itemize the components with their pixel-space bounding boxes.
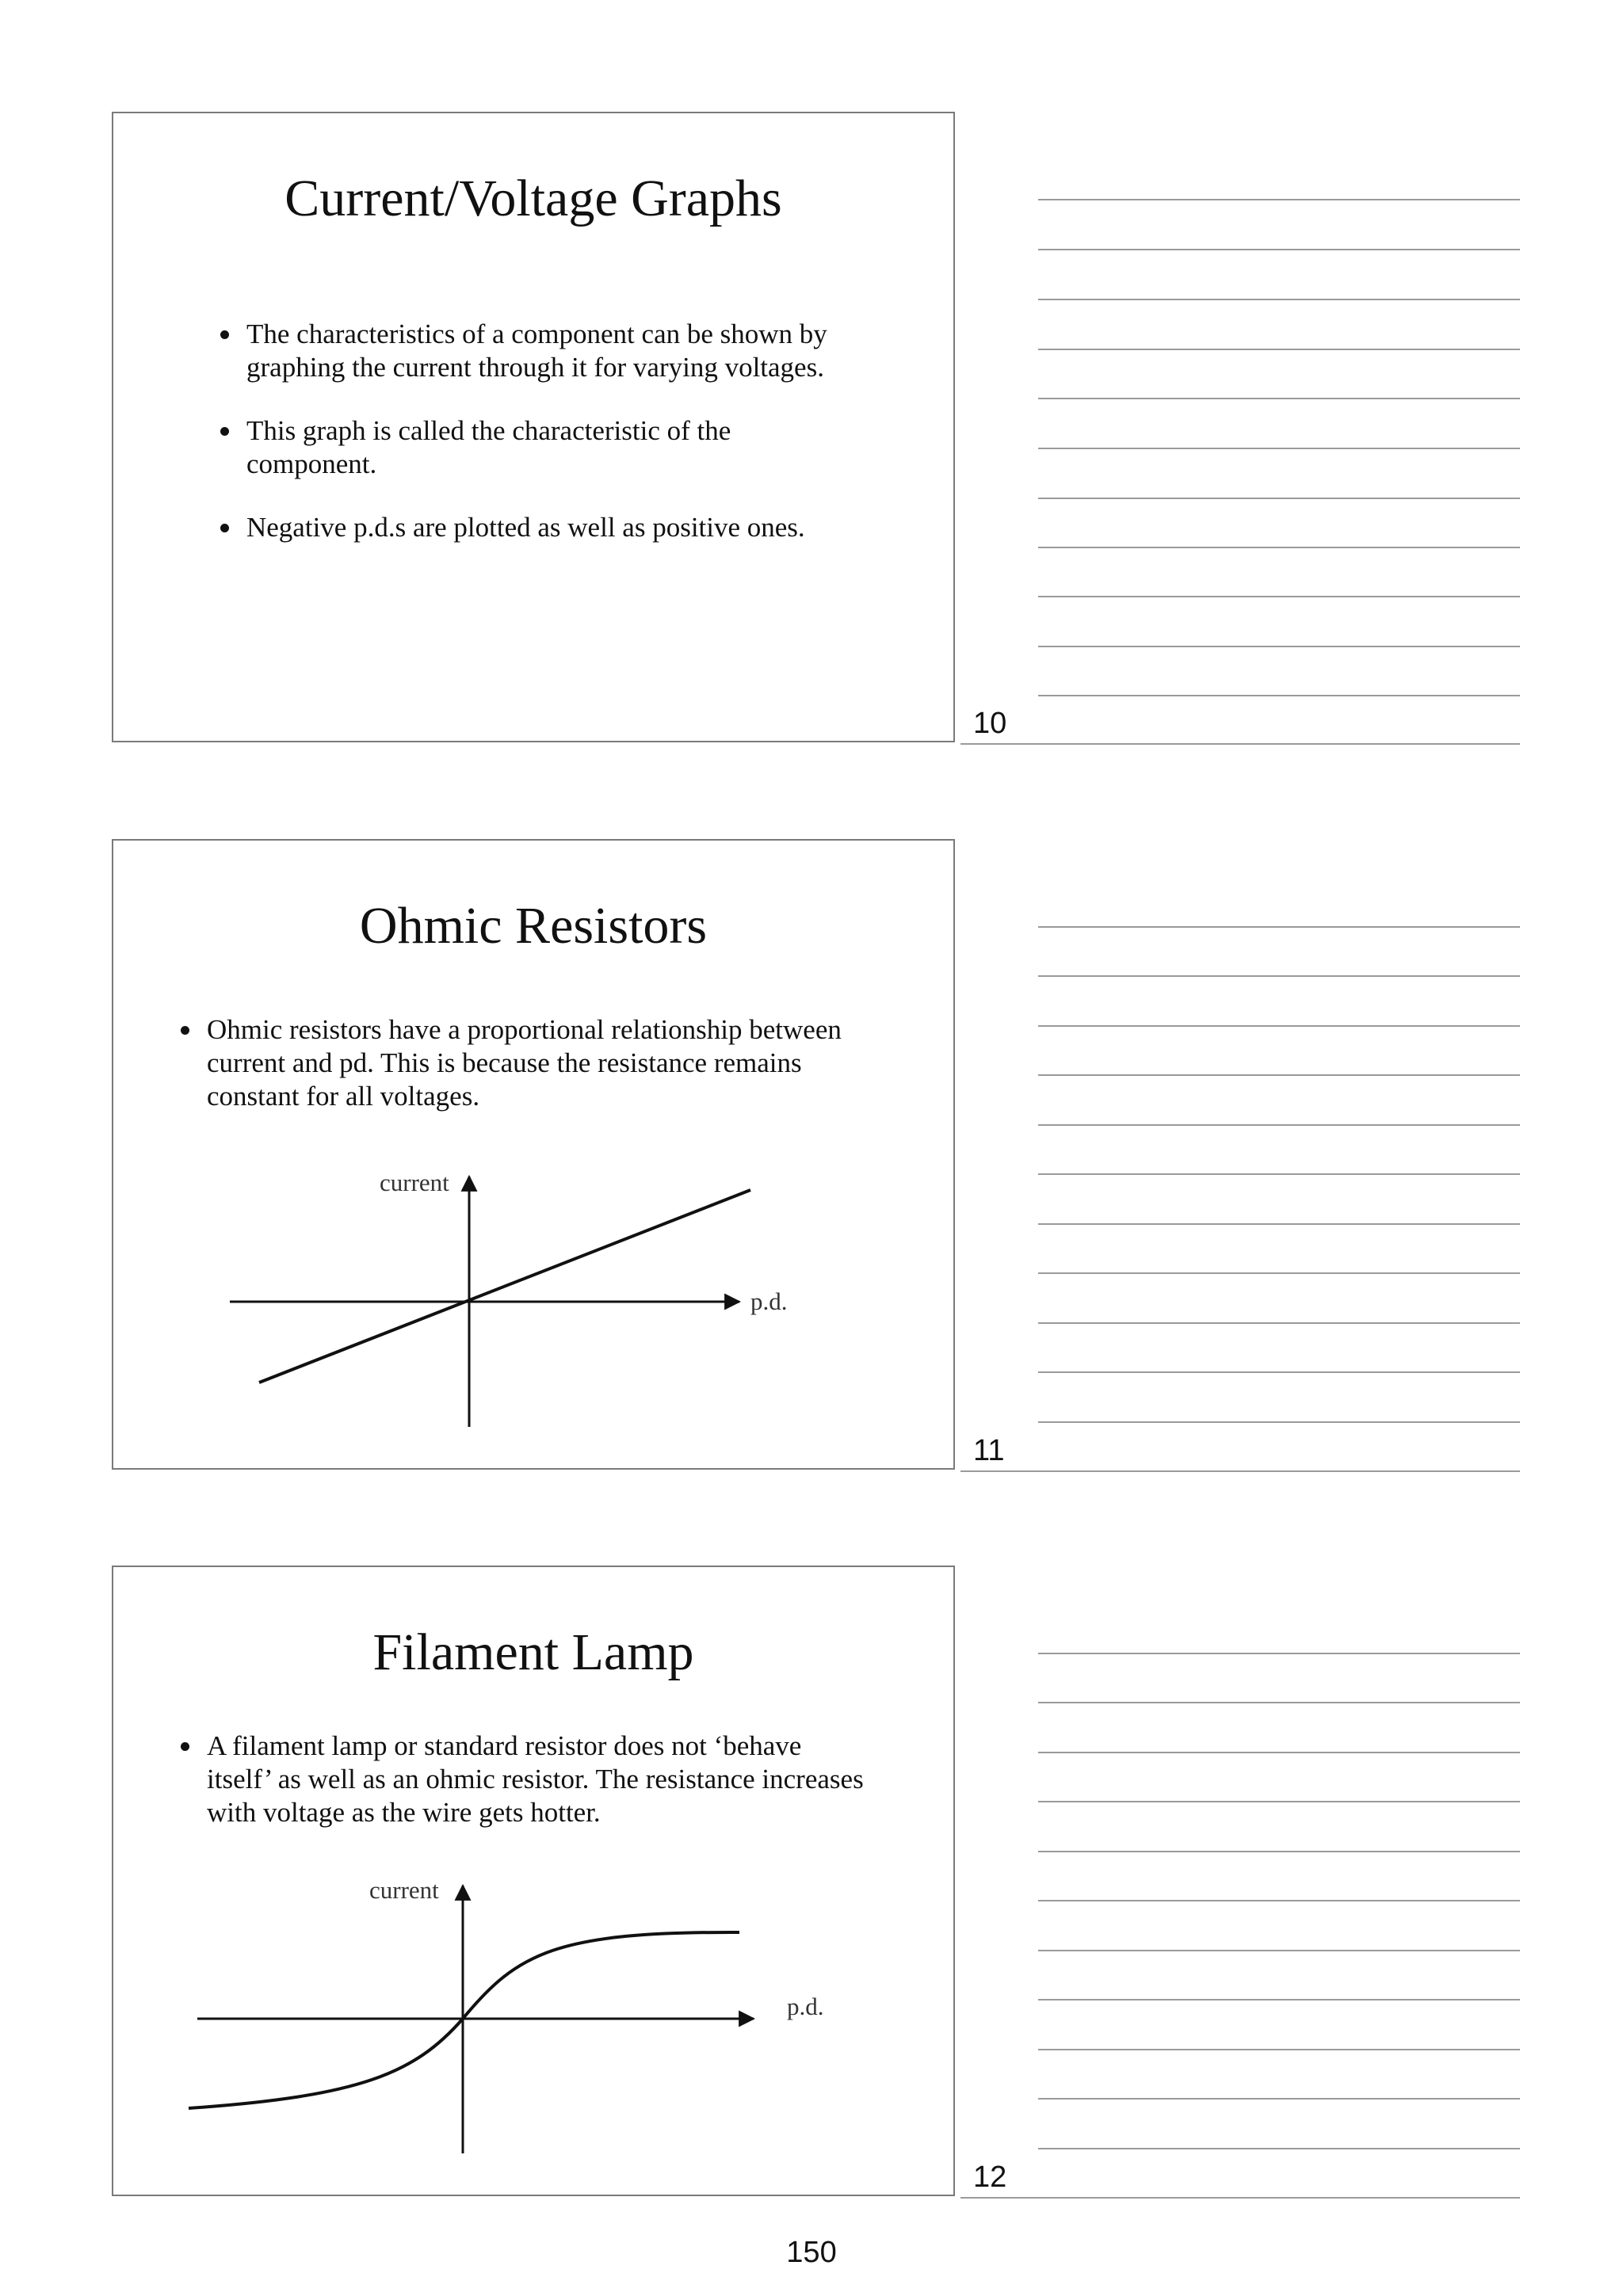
note-line xyxy=(1038,547,1520,548)
slide-number: 11 xyxy=(973,1434,1005,1467)
note-line xyxy=(1038,2098,1520,2100)
note-line xyxy=(1038,695,1520,696)
slide-number-rule xyxy=(960,1470,1520,1472)
slide-12 xyxy=(112,1566,955,2196)
page-number: 150 xyxy=(786,2236,837,2269)
slide-number: 12 xyxy=(973,2161,1007,2194)
note-line xyxy=(1038,596,1520,597)
note-line xyxy=(1038,299,1520,300)
slide-11 xyxy=(112,839,955,1470)
x-axis-label: p.d. xyxy=(787,1993,824,2020)
note-line xyxy=(1038,926,1520,928)
bullet-line: constant for all voltages. xyxy=(207,1081,480,1112)
y-axis-label: current xyxy=(369,1876,439,1904)
bullet-line: The characteristics of a component can be shown by xyxy=(246,318,827,349)
y-axis-label: current xyxy=(380,1169,449,1196)
bullet-line: This graph is called the characteristic of the xyxy=(246,415,731,446)
bullet-list xyxy=(246,318,827,574)
note-line xyxy=(1038,1322,1520,1324)
note-line xyxy=(1038,1025,1520,1027)
slide-number-rule xyxy=(960,743,1520,745)
bullet-line: component. xyxy=(246,448,377,479)
note-line xyxy=(1038,1950,1520,1951)
note-line xyxy=(1038,498,1520,499)
x-axis-label: p.d. xyxy=(750,1287,788,1315)
note-line xyxy=(1038,1801,1520,1802)
bullet-item xyxy=(246,318,827,384)
slide-number-rule xyxy=(960,2197,1520,2199)
note-line xyxy=(1038,2148,1520,2149)
ohmic-line xyxy=(259,1190,750,1383)
note-line xyxy=(1038,349,1520,350)
note-line xyxy=(1038,1074,1520,1076)
note-line xyxy=(1038,199,1520,200)
note-line xyxy=(1038,1851,1520,1852)
note-line xyxy=(1038,448,1520,449)
note-line xyxy=(1038,1752,1520,1753)
slide-title: Filament Lamp xyxy=(372,1623,694,1681)
note-line xyxy=(1038,975,1520,977)
ohmic-iv-graph xyxy=(113,841,953,1468)
note-line xyxy=(1038,1173,1520,1175)
slide-10 xyxy=(112,112,955,742)
note-line xyxy=(1038,1999,1520,2000)
note-line xyxy=(1038,1900,1520,1901)
bullet-line: current and pd. This is because the resistance remains xyxy=(207,1047,802,1078)
bullet-line: graphing the current through it for varying voltages. xyxy=(246,352,824,383)
note-line xyxy=(1038,1702,1520,1703)
note-line xyxy=(1038,1371,1520,1373)
note-line xyxy=(1038,398,1520,399)
slide-number: 10 xyxy=(973,707,1007,740)
note-line xyxy=(1038,249,1520,250)
note-line xyxy=(1038,1124,1520,1126)
bullet-line: A filament lamp or standard resistor does not ‘behave xyxy=(207,1730,802,1761)
note-line xyxy=(1038,1653,1520,1654)
filament-iv-graph xyxy=(113,1567,953,2195)
bullet-item xyxy=(246,511,827,544)
note-line xyxy=(1038,1421,1520,1423)
slide-title: Current/Voltage Graphs xyxy=(285,170,782,227)
slide-title: Ohmic Resistors xyxy=(359,897,708,955)
bullet-line: itself’ as well as an ohmic resistor. The resistance increases xyxy=(207,1764,864,1794)
note-line xyxy=(1038,1223,1520,1225)
bullet-line: with voltage as the wire gets hotter. xyxy=(207,1797,601,1828)
note-line xyxy=(1038,646,1520,647)
bullet-line: Ohmic resistors have a proportional relationship between xyxy=(207,1014,842,1045)
bullet-item xyxy=(246,414,827,481)
bullet-line: Negative p.d.s are plotted as well as positive ones. xyxy=(246,512,805,543)
note-line xyxy=(1038,2049,1520,2050)
note-line xyxy=(1038,1272,1520,1274)
